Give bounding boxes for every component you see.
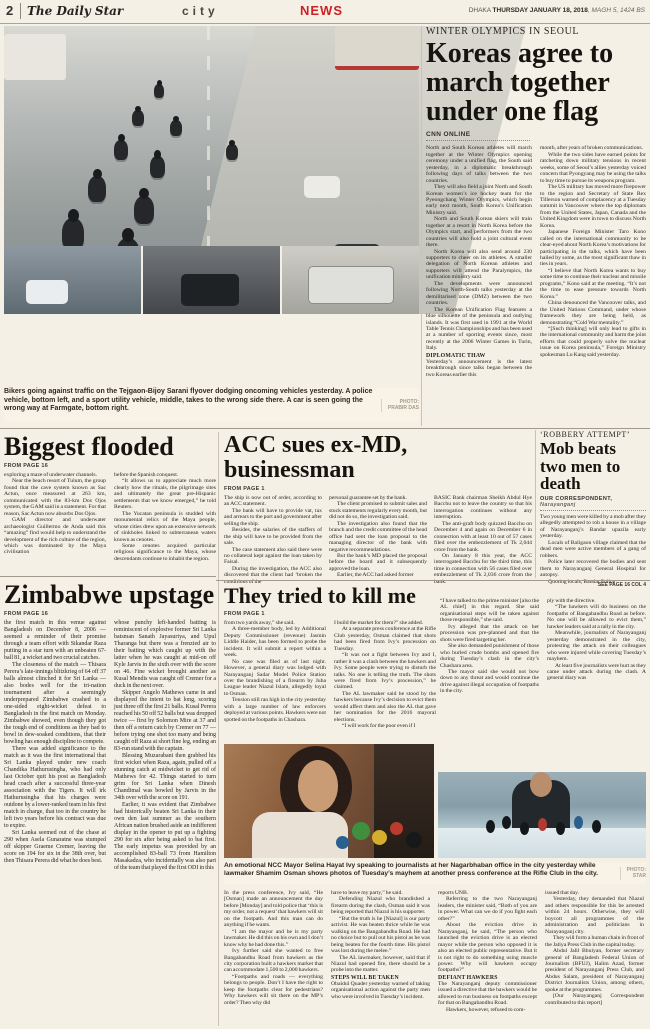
killme-col1-paragraphs: from two yards away,” she said. A three-member body, led by Additional Deputy Commissioner (revenue) Jasmin Liddle Haider, has been formed to probe the incident. It will submit a report within a week. No case was filed as of last night. However, a general diary was lodged with Narayanganj Sadar Model Police Station over the brandishing of a firearm by Juba League leader Niazul Islam, allegedly loyal to Osman. Tension still ran high in the city yesterday with a large number of law enforcers deployed at various points. Hawkers were not spotted on the footpaths in Chashara. [224, 619, 326, 723]
press-photo-caption-bar [224, 862, 646, 884]
dateline-bangla-date: , MAGH 5, 1424 BS [587, 7, 645, 14]
koreas-col2-paragraphs: month, after years of broken communications. While the two sides have earned points for ratcheting down military tensions in recent weeks, some of Seoul’s allies yesterday voiced concern that Pyongyang may be using the talks to buy time to pursue its weapons program. The US military has moved more firepower to the region and Secretary of State Rex Tillerson warned of complacency at a Tuesday summit in Vancouver where the top diplomats from the United States, Japan, Canada and the United Kingdom were in town to discuss North Korea. Japanese Foreign Minister Taro Kono called on the international community to be clear-eyed about North Korea’s motivations for participating in the talks, which have been hailed by some, as the most significant thaw in ties in years. “I believe that North Korea wants to buy some time to continue their nuclear and missile programs,” Kono said at the meeting. “It’s not the time to ease pressure towards North Korea.” China denounced the Vancouver talks, and the United Nations Command, under whose framework they are being held, as demonstrating “Cold War mentality.” “[Such thinking] will only lead to gifts in the international community and harm the joint efforts that could properly solve the nuclear issue on Korea peninsula,” Foreign Ministry spokesman Lu Kang said yesterday. [540, 145, 646, 358]
killme-col2-paragraphs: I build the market for them?” she added. At a separate press conference at the Rifle Club yesterday, Osman claimed that shots had been fired from Ivy’s procession on Tuesday. “It was not a fight between Ivy and I, rather it was a clash between the hawkers and Ivy. Some people were trying to disturb the talks. No one is telling the truth. The shots were fired from Ivy’s procession,” he claimed. The AL lawmaker said he stood by the hawkers because Ivy’s decision to evict them would affect them and also the AL that gave her nomination for the 2016 mayoral elections. “I will work for the poor even if I [334, 619, 436, 730]
masthead [0, 0, 650, 24]
wrong-way-car-shape [308, 266, 394, 304]
motorcyclist-shape [154, 84, 164, 98]
inset-photo-suv [143, 246, 282, 314]
acc-frompage: FROM PAGE 1 [224, 485, 265, 492]
article-acc [224, 433, 532, 599]
bus-shape-left [4, 34, 66, 80]
lead-photo-caption: Bikers going against traffic on the Tejgaon-Bijoy Sarani flyover dodging oncoming vehicles yesterday. A police vehicle, bottom left, and a sport utility vehicle, middle, takes to the wrong side there. A car is seen going the wrong way at Farmgate, bottom right. [4, 388, 373, 413]
dateline [469, 7, 645, 14]
column-rule [218, 432, 219, 1026]
mob-paragraphs: Two young men were killed by a mob after they allegedly attempted to rob a house in a village of Narayanganj’s Bandar upazila early yesterday. Locals of Baligaon village claimed that the dead men were active members of a gang of robbers. Police later recovered the bodies and sent them to Narayanganj General Hospital for autopsy. Quoting locals, Bandar Police [540, 514, 646, 585]
dateline-date: THURSDAY JANUARY 18, 2018 [492, 7, 588, 14]
killme-col3-paragraphs: “I have talked to the prime minister [also the AL chief] in this regard. She said organisational steps will be taken against those responsible,” she said. Ivy alleged that the attack on her procession was pre-planned and that the shots were fired targeting her. She also demanded punishment of those who hurled crude bombs and opened fire during Tuesday’s clash in the city’s Chashara area. The mayor said she would not bow down to any threat and would continue the drive against illegal occupation of footpaths in the city. [440, 598, 539, 695]
zimbabwe-col2-paragraphs: whose punchy left-handed batting is reminiscent of explosive former Sri Lanka batsman Sanath Jayasuriya, and Upul Tharanga but there was a frenzied air to their batting which caught up with the latter when he was caught at mid-on off Kyle Jarvis in the sixth over with the score on 46. Fine wicket brought another as Kusal Mendis was caught off Cremer for a duck in the next over. Skipper Angelo Mathews came in and displayed the intent to bat long, scoring just three off the first 21 balls. Kusal Perera reached his 50 off 52 balls but was dropped twice — first by Solomon Mire at 37 and then off a return catch by Cremer on 77 — before trying one shot too many and being caught off Raza at short fine leg, ending an 83-run stand with the captain. Blessing Muzarabani then grabbed his first wicket when Raza, again, pulled off a stunning catch at midwicket to get rid of Mathews for 42. Things started to turn grim for Sri Lanka when Dinesh Chandimal was bowled by Jarvis in the 34th over with the score on 191. Earlier, it was evident that Zimbabwe had historically beaten Sri Lanka in their own den last summer as the southern African nation brushed aside an indifferent display in the opener to put up a fighting 290 for six after being asked to bat first. The early impetus was provided by an accomplished 83-ball 73 from Hamilton Masakadza, who incidentally was also part of the team that played the first ODI in this [114, 620, 216, 872]
ivy-photo-image [224, 744, 434, 858]
zimbabwe-col1-paragraphs: the first match in this venue against Bangladesh on December 8, 2006 — seemed a reminder of their promise through a team effort with Sikandar Raza putting in a star turn with an unbeaten 67-ball 81, a wicket and two crucial catches. The closeness of the match — Thisara Perera’s late-innings blitzkrieg of 64 off 37 balls almost clinched it for Sri Lanka — also bodes well for the tri-nation tournament after a seemingly underprepared Zimbabwe crashed to a one-sided eight-wicket defeat to Bangladesh in the first match on Monday. Zimbabwe showed, even though they got the tough end of conditions as they had to bowl in dew-soaked conditions, that their bowling has enough discipline to compete. There was added significance to the match as it was the first international that Sri Lanka played under new coach Chandika Hathurusingha, who had only last October quit his post as Bangladesh head coach after a successful three-year association with the Tigers. It will irk Hathurusingha that his charges were outdone by a lower-ranked team in his first match in charge, that too in the country he left two years before his contract was due to expire. Sri Lanka seemed out of the chase at 290 when Asela Gunaratne was stumped off skipper Graeme Cremer, leaving the score on 194 for six in the 38th over, but then Thisara Perera did what he does best. [4, 620, 106, 865]
masthead-divider [20, 3, 21, 19]
zimbabwe-column-2 [114, 620, 216, 1020]
acc-col1-paragraphs: The ship is now out of order, according to an ACC statement. The bank will have to provide vat, tax and arrears to the port and government after selling the ship. Besides, the salaries of the staffers of the ship will have to be provided from the sale. The case statement also said there were no collateral kept against the loan taken by Faisal. During the investigation, the ACC also discovered that the client had ‘broken the conditions of the [224, 494, 322, 585]
killme-continued [440, 598, 646, 766]
defiant-hawkers-subhead: DEFIANT HAWKERS [438, 974, 498, 981]
motorcyclist-shape [132, 110, 144, 126]
bottom-col3-paragraphs-cont: The Narayanganj deputy commissioner issued a directive that the hawkers would be allowed to run business on footpaths except for that on Bangabandhu Road. Hawkers, however, refused to com- [438, 980, 537, 1013]
bottom-col2-paragraphs-cont: Obaidul Quader yesterday warned of taking organisational action against the party men who were involved in Tuesday’s incident. [331, 980, 430, 1000]
suv-shape [181, 274, 239, 306]
article-koreas [426, 26, 646, 411]
zimbabwe-frompage: FROM PAGE 16 [4, 611, 49, 618]
microphone-shape-red [390, 822, 403, 835]
bottom-col1-paragraphs: In the press conference, Ivy said, “He [Osman] made an announcement the day before [Monday] and told police that ‘this is my order, not a request’ that hawkers will sit on the footpath. And this man can do anything if he wants. “I am the mayor and he is my party lawmaker. He did this on his own and I don’t know why he had done this.” Ivy further said she wanted to free Bangabandhu Road from hawkers as the city corporation built a hawkers market that can accommodate 1,500 to 2,000 hawkers. “Footpaths and roads — everything belongs to people. Don’t I have the right to keep the footpaths clear for pedestrians? Why hawkers will sit there on the MP’s order? Then why did [224, 890, 323, 1006]
lead-photo-credit [381, 399, 419, 412]
killme-headline: They tried to kill me [224, 583, 416, 608]
killme-col4-paragraphs: ply with the directive. “The hawkers will do business on the footpaths of Bangabandhu Road as before. No one will be allowed to evict them,” hawker leaders said at a rally in the city. Meanwhile, journalists of Narayanganj yesterday demonstrated in the city, protesting the attack on their colleagues who were injured while covering Tuesday’s mayhem. At least five journalists were hurt as they came under attack during the clash. A general diary was [547, 598, 646, 682]
section-label-news: NEWS [300, 3, 343, 18]
killme-column-1 [224, 620, 326, 732]
column-rule [535, 430, 536, 578]
sari-shape [252, 812, 348, 858]
dateline-city: DHAKA [468, 7, 493, 14]
killme-frompage: FROM PAGE 1 [224, 610, 265, 617]
bottom-column-3 [438, 890, 537, 1024]
mic-shape [520, 822, 529, 835]
koreas-byline: CNN ONLINE [426, 131, 530, 141]
mic-shape [502, 816, 511, 829]
microphone-shape-black [406, 832, 422, 848]
acc-column-3 [434, 495, 532, 599]
page-number: 2 [6, 3, 14, 18]
koreas-kicker: WINTER OLYMPICS IN SEOUL [426, 26, 580, 37]
inset-photo-car [282, 246, 419, 314]
photo-credit-label: PHOTO: [626, 866, 646, 873]
killme-bottom-continuation [224, 890, 646, 1024]
mob-kicker: ‘ROBBERY ATTEMPT’ [540, 430, 631, 439]
mic-shape [486, 820, 495, 833]
bottom-col4-paragraphs: issued that day. Yesterday, they demanded that Niazul and others responsible for this be arrested within 24 hours. Otherwise, they will boycott all programmes of the administration and politicians in Narayanganj city. They will form a human chain in front of the Jatiya Press Club in the capital today. Abdul Jalil Bhuiyan, former secretary general of Bangladesh Federal Union of Journalists (BFUJ), Halim Azad, former president of Narayanganj Press Club, and Abdus Salam, president of Narayanganj District Journalists Union, among others, spoke at the programmes. [Our Narayanganj Correspondent contributed to this report] [545, 890, 644, 1006]
koreas-col1-paragraphs: North and South Korean athletes will march together at the Winter Olympics opening ceremony under a unified flag, the South said yesterday, in a diplomatic breakthrough following days of talks between the two countries. They will also field a joint North and South Korean women’s ice hockey team for the Pyeongchang Winter Olympics, which begin early next month, South Korea’s Unification Ministry said. North and South Korean skiers will train together at a resort in North Korea before the Olympics start, and performers from the two countries will also hold a joint cultural event there. North Korea will also send around 230 supporters to cheer on its athletes. A smaller delegation of North Korean athletes and supporters will attend the Paralympics, the unification ministry said. The developments were announced following North-South talks yesterday at the demilitarised zone (DMZ) between the two countries. The Korean Unification Flag features a blue silhouette of the peninsula and outlying islands. It was first used in 1991 at the World Table Tennis Championships and has been used at a number of sporting events since, most recently at the 2006 Winter Games in Turin, Italy. [426, 145, 533, 352]
bottom-col3-paragraphs: reports UNB. Referring to the two Narayanganj leaders, the minister said, “Both of you are in power. What can we do if you fight each other?” About the eviction drive in Narayanganj, he said, “The person who launched the eviction drive is an elected mayor while the person who opposed it is also an elected public representative. But it is not right to do something using muscle power. Why will hawkers occupy footpaths?” [438, 890, 537, 974]
photo-credit-name: STAR [632, 873, 646, 879]
motorcyclist-shape [134, 196, 154, 224]
mob-see-page: SEE PAGE 16 COL 4 [597, 582, 646, 589]
bottom-column-2 [331, 890, 430, 1024]
acc-col2-paragraphs: personal guarantee set by the bank. The client promised to submit sales and stock statements regularly every month, but did not do so, the investigation said. The investigation also found that the branch and the credit committee of the head office had sent the loan proposal to the managing director of the bank with negative recommendations. But the bank’s MD placed the proposal before the board and it subsequently approved the loan. Earlier, the ACC had asked former [329, 494, 427, 579]
press-photo-caption: An emotional NCC Mayor Selina Hayat Ivy speaking to journalists at her Nagarbhaban office in the city yesterday while lawmaker Shamim Osman shows photos of Tuesday’s mayhem at another press conference at the Rifle Club in the city. [224, 862, 598, 878]
car-shape [304, 176, 340, 198]
photo-credit-label: PHOTO: [399, 398, 419, 405]
mic-shape [592, 820, 601, 833]
photo-credit-name: PRABIR DAS [387, 405, 419, 411]
killme-column-2 [334, 620, 436, 732]
koreas-subhead: DIPLOMATIC THAW [426, 352, 486, 359]
section-rule [0, 576, 216, 577]
killme-column-3 [440, 598, 539, 766]
bottom-column-1 [224, 890, 323, 1024]
microphone-shape-blue [336, 836, 349, 849]
koreas-column-1 [426, 145, 532, 411]
motorcyclist-shape [114, 140, 128, 160]
mic-shape-blue [574, 816, 583, 829]
motorcyclist-shape [150, 156, 165, 178]
table-shape [438, 828, 646, 858]
inset-photo-police-vehicle [4, 246, 143, 314]
police-vehicle-shape [26, 280, 68, 304]
motorcyclist-shape [226, 144, 238, 160]
flooded-frompage: FROM PAGE 16 [4, 463, 49, 470]
zimbabwe-column-1 [4, 620, 106, 1020]
lead-photo-image [4, 26, 419, 314]
flooded-headline: Biggest flooded [4, 432, 174, 461]
column-rule [421, 26, 422, 426]
lead-photo-caption-bar [4, 388, 419, 422]
killme-column-4 [547, 598, 646, 766]
section-rule [216, 580, 650, 581]
article-zimbabwe [4, 581, 216, 1020]
mob-byline-place: Narayanganj [540, 502, 576, 509]
speaker-face-shape [530, 772, 552, 797]
flooded-column-1 [4, 472, 106, 574]
mob-byline-name: OUR CORRESPONDENT, [540, 496, 613, 503]
paper-logo: The Daily Star [27, 4, 124, 18]
steps-subhead: STEPS WILL BE TAKEN [331, 974, 399, 981]
flooded-col2-paragraphs: before the Spanish conquest. “It allows us to appreciate much more clearly how the rituals, the pilgrimage sites and ultimately the great pre-Hispanic settlements that we know emerged,” he told Reuters. The Yucatan peninsula is studded with monumental relics of the Maya people, whose cities drew upon an extensive network of sinkholes linked to subterranean waters known as cenotes. Some cenotes acquired particular religious significance to the Maya, whose descendants continue to inhabit the region. [114, 472, 216, 562]
mob-headline: Mob beats two men to death [540, 439, 621, 494]
bus-shape-right [335, 26, 419, 70]
article-biggest-flooded [4, 433, 216, 574]
mob-byline [540, 496, 646, 511]
koreas-headline: Koreas agree to march together under one flag [426, 38, 614, 128]
section-label-city: city [182, 4, 219, 18]
mic-shape-red [538, 818, 547, 831]
koreas-col1-paragraphs-cont: Yesterday’s announcement is the latest breakthrough since talks began between the two Koreas earlier this [426, 358, 532, 378]
acc-headline: ACC sues ex-MD, businessman [224, 432, 408, 483]
microphone-shape-yellow [372, 830, 387, 845]
motorcyclist-shape [170, 120, 182, 136]
flooded-column-2 [114, 472, 216, 574]
microphone-shape-green [352, 822, 370, 840]
flooded-col1-paragraphs: exploring a maze of underwater channels. Near the beach resort of Tulum, the group found that the cave system known as Sac Actun, once measured at 263 km, communicated with the 83-km Dos Ojos system, the GAM said in a statement. For that reason, Sac Actun now absorbs Dos Ojos. GAM director and underwater archaeologist Guillermo de Anda said this “amazing” find would help to understand the development of the rich culture of the region, which was dominated by the Maya civilisation [4, 472, 106, 556]
bottom-col2-paragraphs: have to leave my party,” he said. Defending Niazul who brandished a firearm during the clash, Osman said it was being reported that Niazul is his supporter. “But the truth is he [Niazul] is our party activist. He was beaten thrice while he was walking on the Bangabandhu Road. He had no choice but to pull out his pistol as he was being beaten for the fourth time. His pistol was lost during the melee.” The AL lawmaker, however, said that if Niazul had opened fire, there should be a probe into the matter. [331, 890, 430, 974]
mic-shape [556, 822, 565, 835]
acc-col3-paragraphs: BASIC Bank chairman Sheikh Abdul Hye Bacchu not to leave the country so that his interrogation continues without any interruption. The anti-graft body quizzed Bacchu on December 4 and again on December 6 in connection with at least 10 out of 57 cases filed over the embezzlement of Tk 2,044 crore from the bank. On January 8 this year, the ACC interrogated Bacchu for the third time, this time in connection with 56 cases filed over embezzlement of Tk 2,036 crore from the bank. [434, 494, 532, 585]
article-killme [224, 585, 436, 732]
section-rule [0, 428, 650, 429]
article-mob [540, 430, 646, 588]
motorcyclist-shape [88, 176, 106, 202]
koreas-column-2 [540, 145, 646, 411]
osman-photo-image [438, 772, 646, 858]
press-photo-credit [620, 867, 646, 880]
bottom-column-4 [545, 890, 644, 1024]
zimbabwe-headline: Zimbabwe upstage [4, 580, 215, 609]
face-shape [298, 760, 338, 812]
mob-column [540, 514, 646, 585]
